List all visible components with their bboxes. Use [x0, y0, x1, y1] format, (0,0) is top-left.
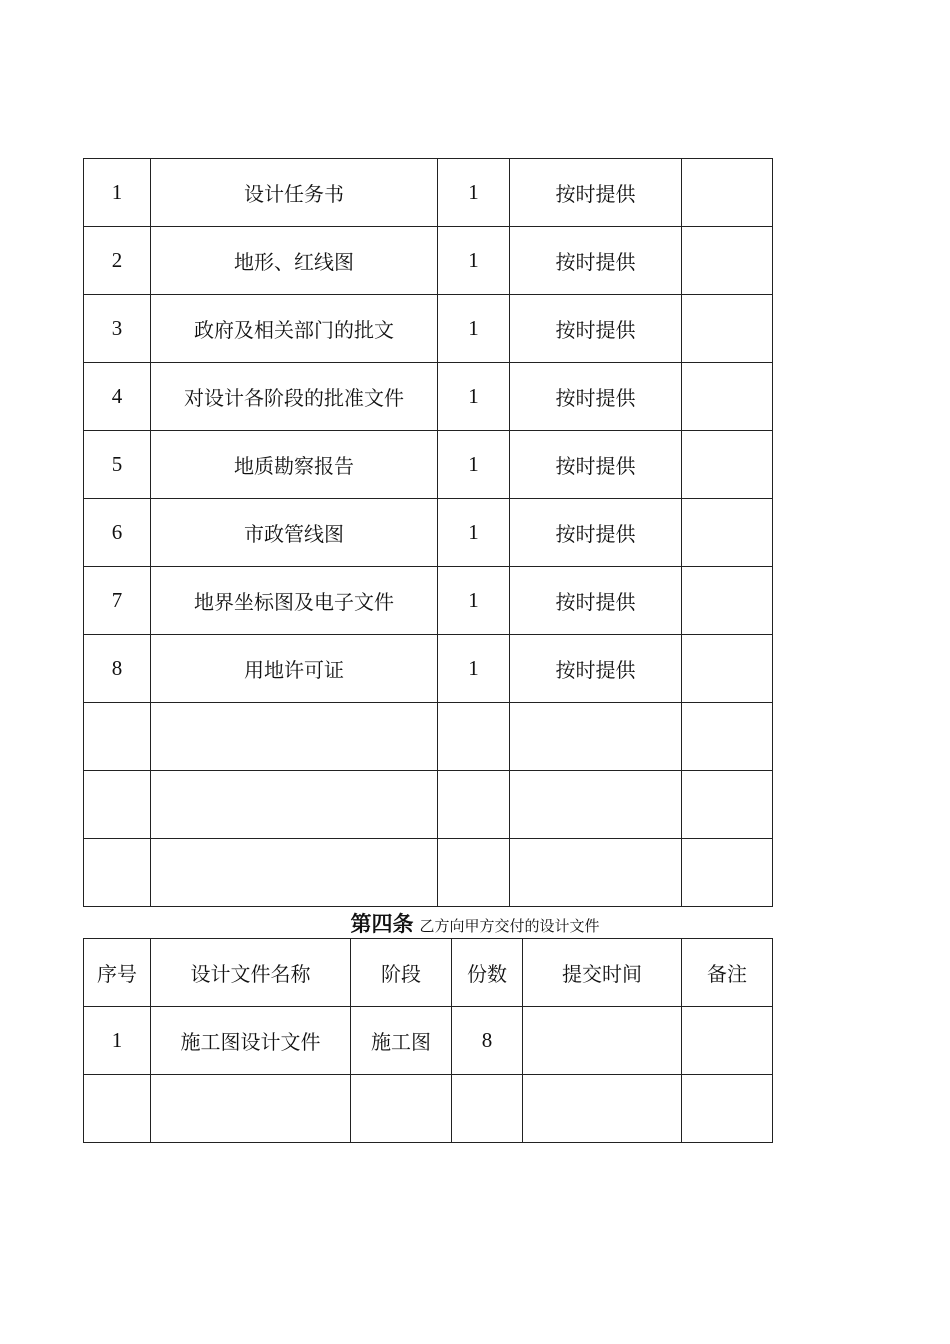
header-name: 设计文件名称	[151, 939, 351, 1007]
cell-stage: 施工图	[351, 1007, 452, 1075]
cell-time	[523, 1007, 682, 1075]
table-row	[84, 1075, 773, 1143]
cell-qty	[438, 771, 510, 839]
cell-time: 按时提供	[510, 363, 682, 431]
cell-stage	[351, 1075, 452, 1143]
table-row	[84, 1007, 773, 1075]
cell-copies	[452, 1075, 523, 1143]
header-time: 提交时间	[523, 939, 682, 1007]
cell-qty: 1	[438, 295, 510, 363]
table-row	[84, 499, 773, 567]
cell-name	[151, 1075, 351, 1143]
cell-qty: 1	[438, 431, 510, 499]
article-title: 乙方向甲方交付的设计文件	[419, 917, 600, 935]
cell-time	[523, 1075, 682, 1143]
cell-note	[682, 363, 773, 431]
cell-no	[84, 1075, 151, 1143]
cell-name: 政府及相关部门的批文	[151, 295, 438, 363]
materials-table-body	[84, 159, 773, 907]
cell-qty: 1	[438, 499, 510, 567]
cell-no: 6	[84, 499, 151, 567]
cell-note	[682, 771, 773, 839]
cell-qty: 1	[438, 227, 510, 295]
cell-time: 按时提供	[510, 499, 682, 567]
cell-name: 地界坐标图及电子文件	[151, 567, 438, 635]
cell-time: 按时提供	[510, 635, 682, 703]
table-row	[84, 295, 773, 363]
table-row	[84, 159, 773, 227]
table-row	[84, 635, 773, 703]
cell-note	[682, 1075, 773, 1143]
cell-qty: 1	[438, 363, 510, 431]
cell-time: 按时提供	[510, 567, 682, 635]
table-row	[84, 703, 773, 771]
header-row	[84, 939, 773, 1007]
cell-no	[84, 839, 151, 907]
deliverables-table	[83, 938, 773, 1143]
cell-name	[151, 839, 438, 907]
cell-time: 按时提供	[510, 431, 682, 499]
cell-note	[682, 839, 773, 907]
cell-name: 地质勘察报告	[151, 431, 438, 499]
cell-time	[510, 771, 682, 839]
cell-time	[510, 839, 682, 907]
cell-note	[682, 159, 773, 227]
table-row	[84, 771, 773, 839]
cell-note	[682, 1007, 773, 1075]
cell-name	[151, 703, 438, 771]
cell-time	[510, 703, 682, 771]
header-no: 序号	[84, 939, 151, 1007]
cell-no: 5	[84, 431, 151, 499]
cell-qty: 1	[438, 635, 510, 703]
article-heading	[0, 908, 950, 938]
cell-name	[151, 771, 438, 839]
cell-time: 按时提供	[510, 227, 682, 295]
header-stage: 阶段	[351, 939, 452, 1007]
cell-no: 2	[84, 227, 151, 295]
cell-name: 设计任务书	[151, 159, 438, 227]
cell-note	[682, 635, 773, 703]
article-number: 第四条	[350, 912, 414, 936]
cell-copies: 8	[452, 1007, 523, 1075]
cell-no	[84, 771, 151, 839]
cell-note	[682, 295, 773, 363]
cell-time: 按时提供	[510, 295, 682, 363]
cell-qty: 1	[438, 567, 510, 635]
header-note: 备注	[682, 939, 773, 1007]
cell-note	[682, 431, 773, 499]
table-row	[84, 431, 773, 499]
cell-qty	[438, 703, 510, 771]
cell-qty	[438, 839, 510, 907]
cell-note	[682, 703, 773, 771]
table-row	[84, 363, 773, 431]
cell-no: 8	[84, 635, 151, 703]
cell-no: 1	[84, 1007, 151, 1075]
cell-note	[682, 567, 773, 635]
materials-table	[83, 158, 773, 907]
cell-no: 3	[84, 295, 151, 363]
cell-note	[682, 227, 773, 295]
deliverables-table-header	[84, 939, 773, 1007]
cell-no: 1	[84, 159, 151, 227]
cell-note	[682, 499, 773, 567]
cell-time: 按时提供	[510, 159, 682, 227]
cell-no: 4	[84, 363, 151, 431]
cell-name: 市政管线图	[151, 499, 438, 567]
table-row	[84, 839, 773, 907]
deliverables-table-body	[84, 1007, 773, 1143]
cell-name: 地形、红线图	[151, 227, 438, 295]
cell-name: 用地许可证	[151, 635, 438, 703]
cell-no: 7	[84, 567, 151, 635]
cell-name: 对设计各阶段的批准文件	[151, 363, 438, 431]
header-copies: 份数	[452, 939, 523, 1007]
cell-qty: 1	[438, 159, 510, 227]
cell-name: 施工图设计文件	[151, 1007, 351, 1075]
table-row	[84, 567, 773, 635]
table-row	[84, 227, 773, 295]
cell-no	[84, 703, 151, 771]
